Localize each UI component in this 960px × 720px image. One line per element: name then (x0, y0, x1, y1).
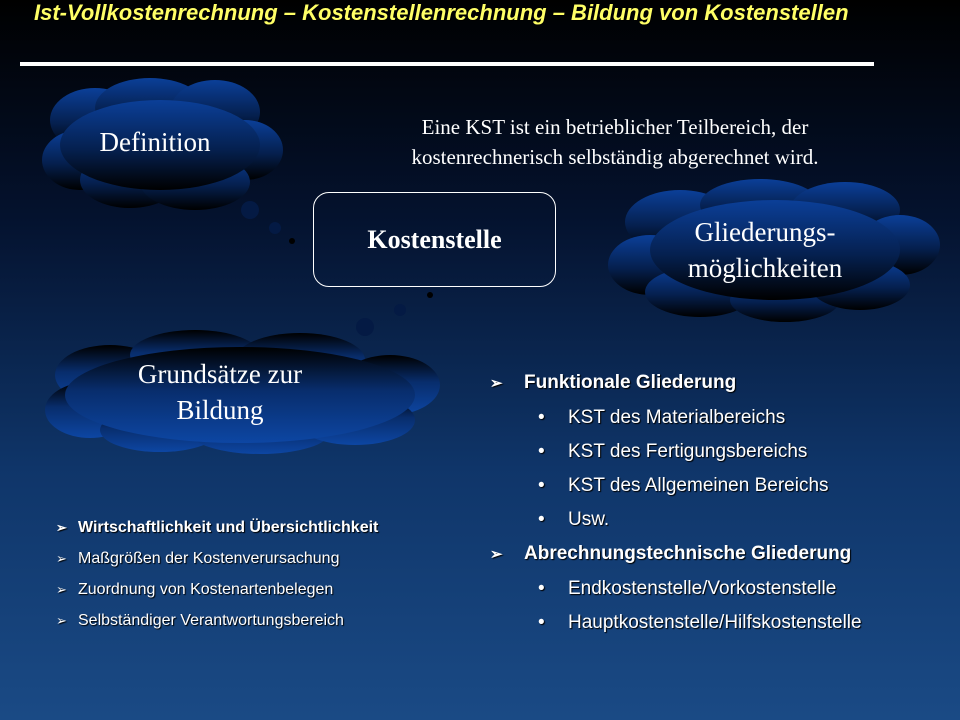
cloud-label-definition: Definition (99, 127, 211, 157)
list-item: • KST des Fertigungsbereichs (490, 435, 862, 469)
list-item: • Endkostenstelle/Vorkostenstelle (490, 572, 862, 606)
arrow-bullet-icon: ➢ (56, 520, 67, 535)
grundsaetze-list (56, 512, 378, 636)
list-item: ➢ Wirtschaftlichkeit und Übersichtlichkeit (56, 512, 378, 543)
dot-bullet-icon: • (538, 578, 545, 599)
cloud-label-gliederung-line2: möglichkeiten (687, 253, 843, 283)
list-item: • Hauptkostenstelle/Hilfskostenstelle (490, 606, 862, 640)
dot-bullet-icon: • (538, 475, 545, 496)
list-item: • Usw. (490, 503, 862, 537)
dot-bullet-icon: • (538, 407, 545, 428)
list-item: ➢ Zuordnung von Kostenartenbelegen (56, 574, 378, 605)
cloud-label-gliederung-line1: Gliederungs- (694, 217, 836, 247)
list-item: ➢ Maßgrößen der Kostenverursachung (56, 543, 378, 574)
cloud-label-gliederung (640, 214, 890, 286)
list-heading-funktional: ➢ Funktionale Gliederung (490, 366, 862, 401)
dot-bullet-icon: • (538, 612, 545, 633)
definition-text-line1: Eine KST ist ein betrieblicher Teilbereich, der (421, 115, 809, 139)
cloud-label-grundsaetze-line2: Bildung (176, 395, 264, 425)
cloud-label-grundsaetze (90, 356, 350, 428)
definition-text-line2: kostenrechnerisch selbständig abgerechnet wird. (411, 145, 819, 169)
dot-bullet-icon: • (538, 441, 545, 462)
cloud-label-grundsaetze-line1: Grundsätze zur (137, 359, 303, 389)
slide-title: Ist-Vollkostenrechnung – Kostenstellenrechnung – Bildung von Kostenstellen (34, 0, 849, 25)
arrow-bullet-icon: ➢ (56, 551, 67, 566)
definition-text (330, 112, 900, 172)
arrow-bullet-icon: ➢ (56, 582, 67, 597)
arrow-bullet-icon: ➢ (490, 375, 503, 392)
arrow-bullet-icon: ➢ (56, 613, 67, 628)
arrow-bullet-icon: ➢ (490, 546, 503, 563)
kostenstelle-box: Kostenstelle (313, 192, 556, 287)
list-heading-abrechnung: ➢ Abrechnungstechnische Gliederung (490, 537, 862, 572)
cloud-trail-bottom (356, 292, 433, 336)
list-item: • KST des Materialbereichs (490, 401, 862, 435)
cloud-trail-top (241, 201, 295, 244)
list-item: ➢ Selbständiger Verantwortungsbereich (56, 605, 378, 636)
dot-bullet-icon: • (538, 509, 545, 530)
list-item: • KST des Allgemeinen Bereichs (490, 469, 862, 503)
gliederung-list (490, 366, 862, 640)
